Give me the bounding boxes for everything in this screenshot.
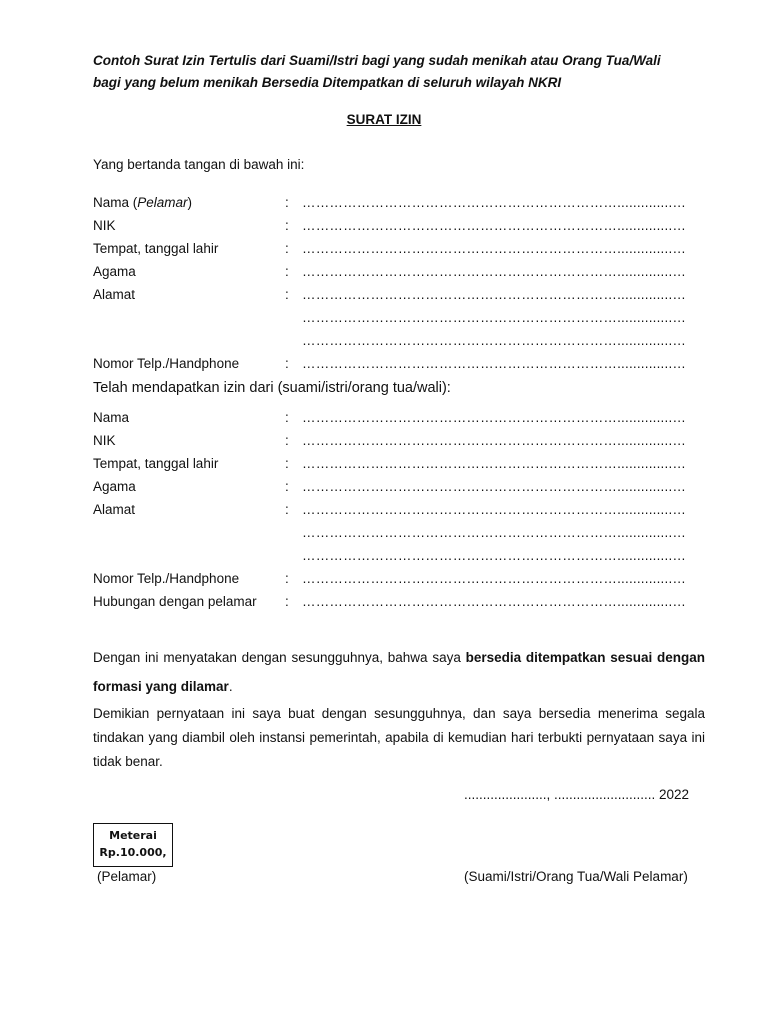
field-label-name: Nama (Pelamar) — [93, 195, 193, 210]
field-row-address-3 — [93, 548, 693, 571]
signature-applicant: (Pelamar) — [97, 869, 157, 884]
field-label-nik: NIK — [93, 433, 116, 448]
field-colon: : — [285, 479, 289, 494]
field-row-religion — [93, 479, 693, 502]
field-colon: : — [285, 433, 289, 448]
field-row-religion — [93, 264, 693, 287]
field-row-name — [93, 410, 693, 433]
document-title: SURAT IZIN — [346, 112, 422, 127]
fill-in-dots[interactable] — [302, 571, 686, 586]
field-label-phone: Nomor Telp./Handphone — [93, 571, 240, 586]
fill-in-dots[interactable] — [302, 594, 686, 609]
field-label-birth: Tempat, tanggal lahir — [93, 456, 219, 471]
field-label-name: Nama — [93, 410, 130, 425]
stamp-line-2: Rp.10.000, — [99, 846, 167, 859]
field-label-religion: Agama — [93, 479, 136, 494]
place-date-line[interactable]: ......................, ........................... 2022 — [464, 787, 690, 802]
fill-in-dots[interactable] — [302, 410, 686, 425]
field-row-address — [93, 287, 693, 310]
field-row-birth — [93, 241, 693, 264]
field-row-nik — [93, 218, 693, 241]
fill-in-dots[interactable] — [302, 433, 686, 448]
field-label-relation: Hubungan dengan pelamar — [93, 594, 257, 609]
fill-in-dots[interactable] — [302, 218, 686, 233]
field-colon: : — [285, 195, 289, 210]
field-row-nik — [93, 433, 693, 456]
field-colon: : — [285, 456, 289, 471]
field-row-address-2 — [93, 310, 693, 333]
signature-guardian: (Suami/Istri/Orang Tua/Wali Pelamar) — [464, 869, 688, 884]
permission-intro: Telah mendapatkan izin dari (suami/istri/orang tua/wali): — [93, 380, 451, 396]
fill-in-dots[interactable] — [302, 287, 686, 302]
stamp-box — [93, 823, 173, 867]
field-colon: : — [285, 287, 289, 302]
field-row-phone — [93, 571, 693, 594]
field-label-religion: Agama — [93, 264, 136, 279]
field-colon: : — [285, 502, 289, 517]
field-row-address — [93, 502, 693, 525]
field-colon: : — [285, 241, 289, 256]
field-label-birth: Tempat, tanggal lahir — [93, 241, 219, 256]
applicant-fields — [93, 195, 693, 379]
field-label-phone: Nomor Telp./Handphone — [93, 356, 240, 371]
stamp-line-1: Meterai — [109, 829, 157, 842]
field-label-nik: NIK — [93, 218, 116, 233]
fill-in-dots[interactable] — [302, 333, 686, 348]
document-heading — [93, 50, 713, 94]
fill-in-dots[interactable] — [302, 195, 686, 210]
field-label-address: Alamat — [93, 287, 136, 302]
field-row-address-3 — [93, 333, 693, 356]
field-colon: : — [285, 264, 289, 279]
field-colon: : — [285, 594, 289, 609]
fill-in-dots[interactable] — [302, 479, 686, 494]
field-label-address: Alamat — [93, 502, 136, 517]
field-colon: : — [285, 356, 289, 371]
field-row-address-2 — [93, 525, 693, 548]
fill-in-dots[interactable] — [302, 456, 686, 471]
field-row-birth — [93, 456, 693, 479]
statement-bold: bersedia ditempatkan sesuai dengan formasi yang dilamar — [93, 650, 705, 694]
field-row-phone — [93, 356, 693, 379]
field-colon: : — [285, 218, 289, 233]
fill-in-dots[interactable] — [302, 356, 686, 371]
fill-in-dots[interactable] — [302, 548, 686, 563]
fill-in-dots[interactable] — [302, 310, 686, 325]
statement-paragraph: Dengan ini menyatakan dengan sesungguhnya, bahwa saya bersedia ditempatkan sesuai dengan formasi yang dilamar. — [93, 650, 705, 694]
field-colon: : — [285, 571, 289, 586]
fill-in-dots[interactable] — [302, 525, 686, 540]
fill-in-dots[interactable] — [302, 502, 686, 517]
closing-paragraph: Demikian pernyataan ini saya buat dengan sesungguhnya, dan saya bersedia menerima segala tindakan yang diambil oleh instansi pemerintah, apabila di kemudian hari terbukti pernyataan saya ini tidak benar. — [93, 706, 705, 769]
heading-line-2: bagi yang belum menikah Bersedia Ditempatkan di seluruh wilayah NKRI — [93, 75, 562, 90]
field-row-name — [93, 195, 693, 218]
intro-text: Yang bertanda tangan di bawah ini: — [93, 157, 305, 172]
fill-in-dots[interactable] — [302, 264, 686, 279]
field-row-relation — [93, 594, 693, 617]
field-colon: : — [285, 410, 289, 425]
guardian-fields — [93, 410, 693, 617]
fill-in-dots[interactable] — [302, 241, 686, 256]
heading-line-1: Contoh Surat Izin Tertulis dari Suami/Istri bagi yang sudah menikah atau Orang Tua/Wali — [93, 53, 661, 68]
